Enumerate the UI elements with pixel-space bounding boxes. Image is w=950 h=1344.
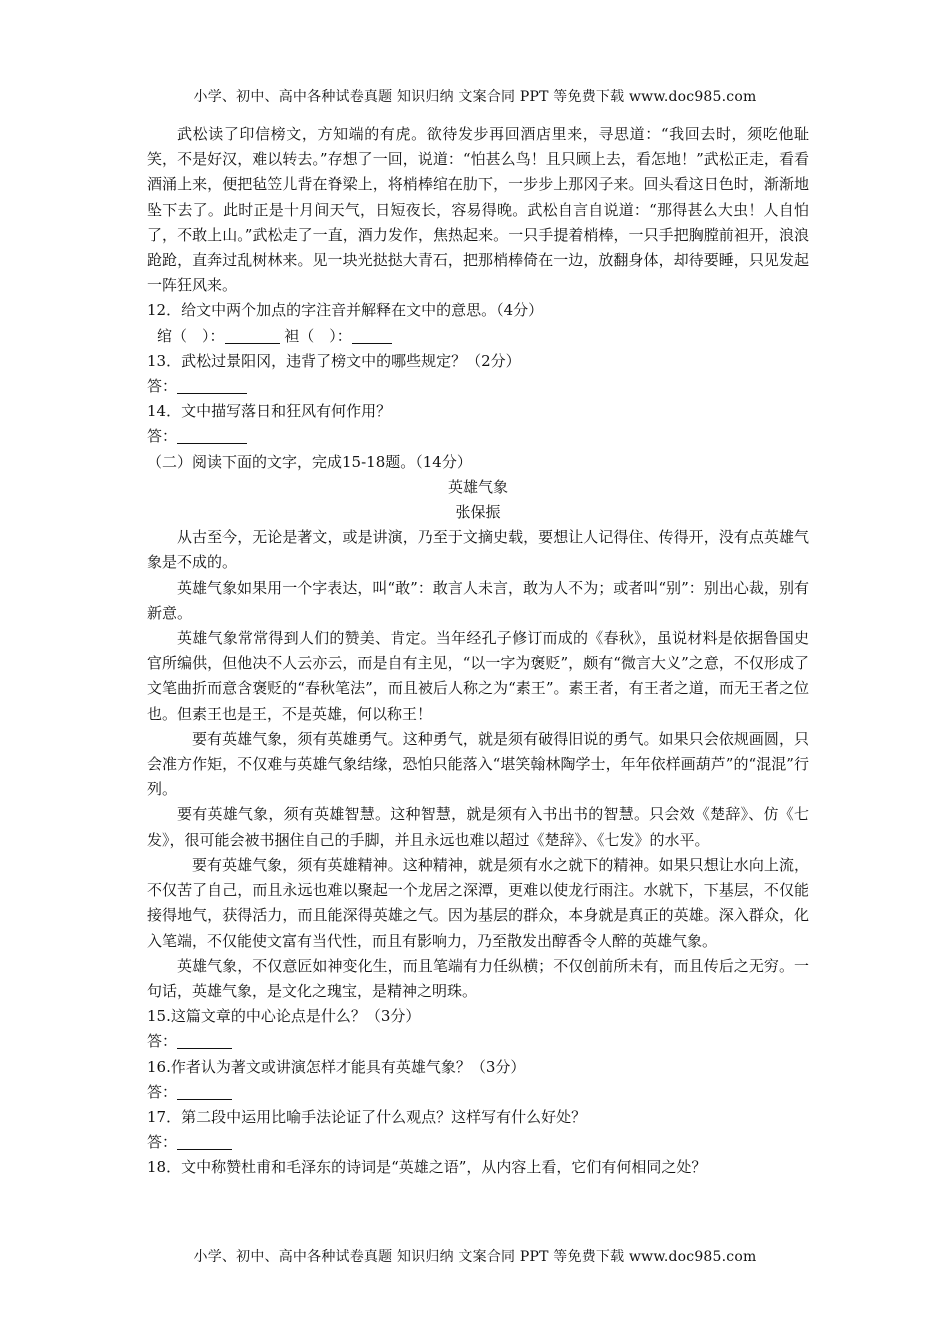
article-paragraph: 要有英雄气象，须有英雄勇气。这种勇气，就是须有破得旧说的勇气。如果只会依规画圆，只会准方作矩，不仅难与英雄气象结缘，恐怕只能落入“堪笑翰林陶学士，年年依样画葫芦”的“混混”行列。 [147,729,809,799]
article-paragraph: 要有英雄气象，须有英雄智慧。这种智慧，就是须有入书出书的智慧。只会效《楚辞》、仿《七发》，很可能会被书捆住自己的手脚，并且永远也难以超过《楚辞》、《七发》的水平。 [147,805,809,849]
answer-label: 答： [147,1133,178,1152]
article-paragraph: 英雄气象，不仅意匠如神变化生，而且笔端有力任纵横；不仅创前所未有，而且传后之无穷。一句话，英雄气象，是文化之瑰宝，是精神之明珠。 [147,956,809,1000]
question-16: 16.作者认为著文或讲演怎样才能具有英雄气象？（3分） [147,1057,526,1076]
answer-blank-wan[interactable] [225,327,280,344]
article-paragraph: 英雄气象常常得到人们的赞美、肯定。当年经孔子修订而成的《春秋》，虽说材料是依据鲁国史官所编供，但他决不人云亦云，而是自有主见，“以一字为褒贬”，颇有“微言大义”之意，不仅形成了文笔曲折而意含褒贬的“春秋笔法”，而且被后人称之为“素王”。素王者，有王者之道，而无王者之位也。但素王也是王，不是英雄，何以称王！ [147,629,809,723]
blank-label-wan: 绾（ ）： [157,326,225,345]
answer-blank-tan[interactable] [352,327,392,344]
section-2-heading: （二）阅读下面的文字，完成15-18题。（14分） [147,452,472,471]
answer-line-14 [147,424,809,449]
question-17: 17．第二段中运用比喻手法论证了什么观点？这样写有什么好处？ [147,1107,587,1126]
answer-line-15 [147,1029,809,1054]
answer-line-16 [147,1080,809,1105]
answer-label: 答： [147,427,178,446]
question-15: 15.这篇文章的中心论点是什么？（3分） [147,1007,421,1026]
article-paragraph: 英雄气象如果用一个字表达，叫“敢”：敢言人未言，敢为人不为；或者叫“别”：别出心裁，别有新意。 [147,578,809,622]
answer-blank-13[interactable] [177,377,247,394]
article-paragraph: 从古至今，无论是著文，或是讲演，乃至于文摘史载，要想让人记得住、传得开，没有点英雄气象是不成的。 [147,528,809,572]
page-footer: 小学、初中、高中各种试卷真题 知识归纳 文案合同 PPT 等免费下载 www.doc985.com [193,1249,757,1265]
question-14: 14．文中描写落日和狂风有何作用？ [147,402,392,421]
article-title: 英雄气象 [447,477,508,496]
question-12: 12．给文中两个加点的字注音并解释在文中的意思。（4分） [147,301,544,320]
page-content [147,122,809,1181]
answer-blank-17[interactable] [177,1133,232,1150]
answer-label: 答： [147,1082,178,1101]
answer-line-17 [147,1130,809,1155]
answer-label: 答： [147,377,178,396]
answer-line-13 [147,374,809,399]
answer-label: 答： [147,1032,178,1051]
passage-wusong: 武松读了印信榜文，方知端的有虎。欲待发步再回酒店里来，寻思道：“我回去时，须吃他耻笑，不是好汉，难以转去。”存想了一回，说道：“怕甚么鸟！且只顾上去，看怎地！”武松正走，看看酒涌上来，便把毡笠儿背在脊梁上，将梢棒绾在肋下，一步步上那冈子来。回头看这日色时，渐渐地坠下去了。此时正是十月间天气，日短夜长，容易得晚。武松自言自说道：“那得甚么大虫！人自怕了，不敢上山。”武松走了一直，酒力发作，焦热起来。一只手提着梢棒，一只手把胸膛前袒开，浪浪跄跄，直奔过乱树林来。见一块光挞挞大青石，把那梢棒倚在一边，放翻身体，却待要睡，只见发起一阵狂风来。 [147,125,809,295]
answer-blank-14[interactable] [177,427,247,444]
article-paragraph: 要有英雄气象，须有英雄精神。这种精神，就是须有水之就下的精神。如果只想让水向上流，不仅苦了自己，而且永远也难以聚起一个龙居之深潭，更难以使龙行雨注。水就下，下基层，不仅能接得地气，获得活力，而且能深得英雄之气。因为基层的群众，本身就是真正的英雄。深入群众，化入笔端，不仅能使文富有当代性，而且有影响力，乃至散发出醇香令人醉的英雄气象。 [147,855,809,950]
article-author: 张保振 [455,503,501,522]
blank-label-tan: 袒（ ）： [284,326,352,345]
page-header: 小学、初中、高中各种试卷真题 知识归纳 文案合同 PPT 等免费下载 www.doc985.com [193,89,757,105]
question-13: 13．武松过景阳冈，违背了榜文中的哪些规定？（2分） [147,351,521,370]
answer-blank-15[interactable] [177,1032,232,1049]
question-18: 18．文中称赞杜甫和毛泽东的诗词是“英雄之语”，从内容上看，它们有何相同之处？ [147,1158,707,1177]
answer-blank-16[interactable] [177,1083,232,1100]
question-12-blanks [147,324,809,349]
